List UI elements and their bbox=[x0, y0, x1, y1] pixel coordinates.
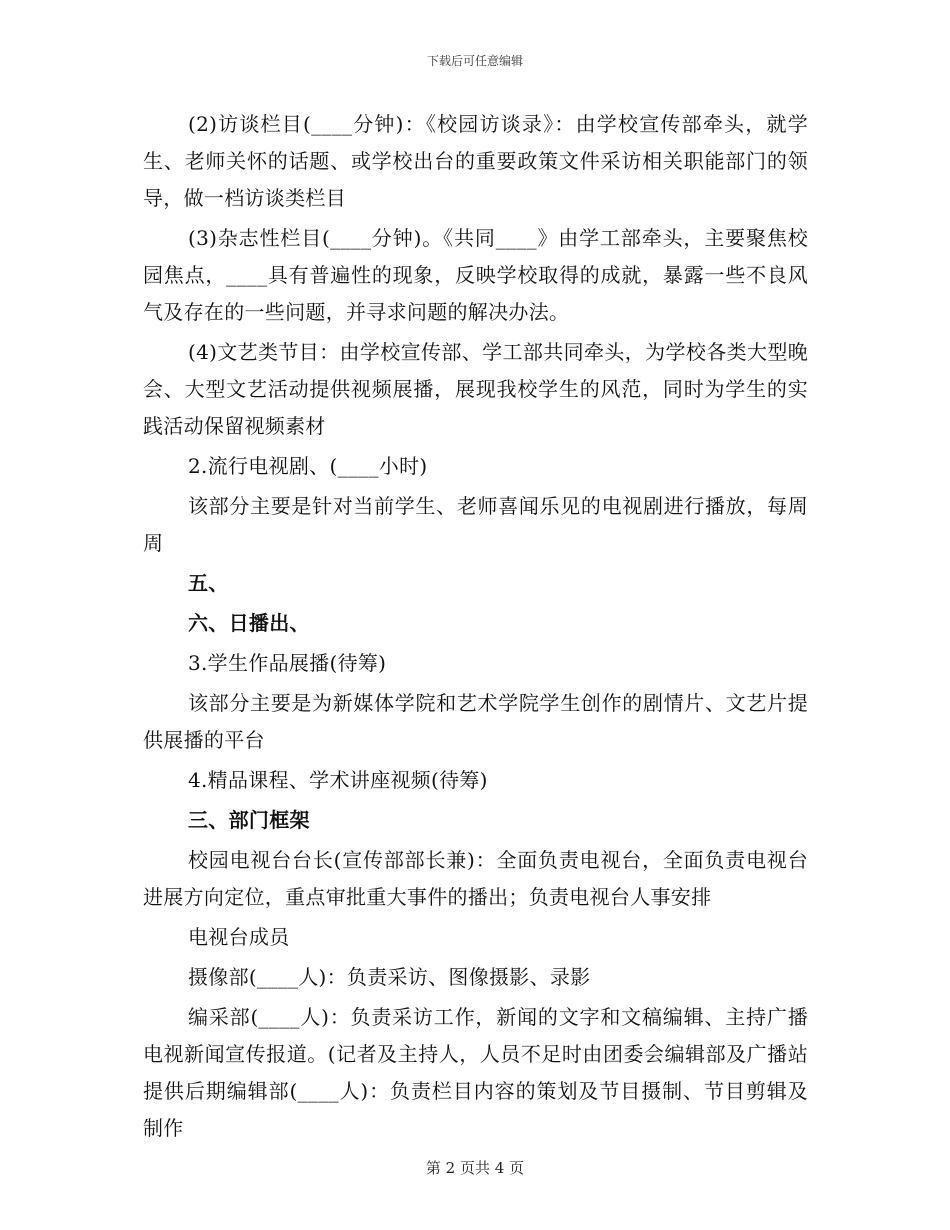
page-footer: 第 2 页共 4 页 bbox=[425, 1159, 525, 1177]
paragraph-student-works-heading: 3.学生作品展播(待筹) bbox=[188, 651, 387, 675]
paragraph-magazine-column: (3)杂志性栏目(____分钟)。《共同____》由学工部牵头，主要聚焦校园焦点，____具有普遍性的现象，反映学校取得的成就，暴露一些不良风气及存在的一些问题，并寻求问题的解决办法。 bbox=[143, 226, 808, 324]
paragraph-student-works-desc: 该部分主要是为新媒体学院和艺术学院学生创作的剧情片、文艺片提供展播的平台 bbox=[143, 691, 808, 752]
paragraph-station-director: 校园电视台台长(宣传部部长兼)：全面负责电视台，全面负责电视台进展方向定位，重点审批重大事件的播出；负责电视台人事安排 bbox=[143, 848, 808, 909]
paragraph-station-members: 电视台成员 bbox=[188, 925, 290, 949]
paragraph-editorial-dept: 编采部(____人)：负责采访工作，新闻的文字和文稿编辑、主持广播电视新闻宣传报道。(记者及主持人，人员不足时由团委会编辑部及广播站提供后期编辑部(____人)：负责栏目内容的策划及节目摄制、节目剪辑及制作 bbox=[143, 1005, 808, 1140]
paragraph-arts-programs: (4)文艺类节目：由学校宣传部、学工部共同牵头，为学校各类大型晚会、大型文艺活动提供视频展播，展现我校学生的风范，同时为学生的实践活动保留视频素材 bbox=[143, 340, 808, 438]
page-header: 下载后可任意编辑 bbox=[426, 54, 523, 68]
paragraph-popular-tv-desc: 该部分主要是针对当前学生、老师喜闻乐见的电视剧进行播放，每周周 bbox=[143, 494, 808, 555]
paragraph-popular-tv-heading: 2.流行电视剧、(____小时) bbox=[188, 454, 428, 478]
paragraph-interview-column: (2)访谈栏目(____分钟)：《校园访谈录》：由学校宣传部牵头，就学生、老师关怀的话题、或学校出台的重要政策文件采访相关职能部门的领导，做一档访谈类栏目 bbox=[143, 112, 808, 210]
heading-six: 六、日播出、 bbox=[188, 611, 310, 635]
heading-department-structure: 三、部门框架 bbox=[188, 808, 310, 832]
document-body bbox=[143, 106, 808, 1150]
paragraph-courses-heading: 4.精品课程、学术讲座视频(待筹) bbox=[188, 768, 488, 792]
paragraph-camera-dept: 摄像部(____人)：负责采访、图像摄影、录影 bbox=[188, 965, 591, 989]
heading-five: 五、 bbox=[188, 571, 229, 595]
